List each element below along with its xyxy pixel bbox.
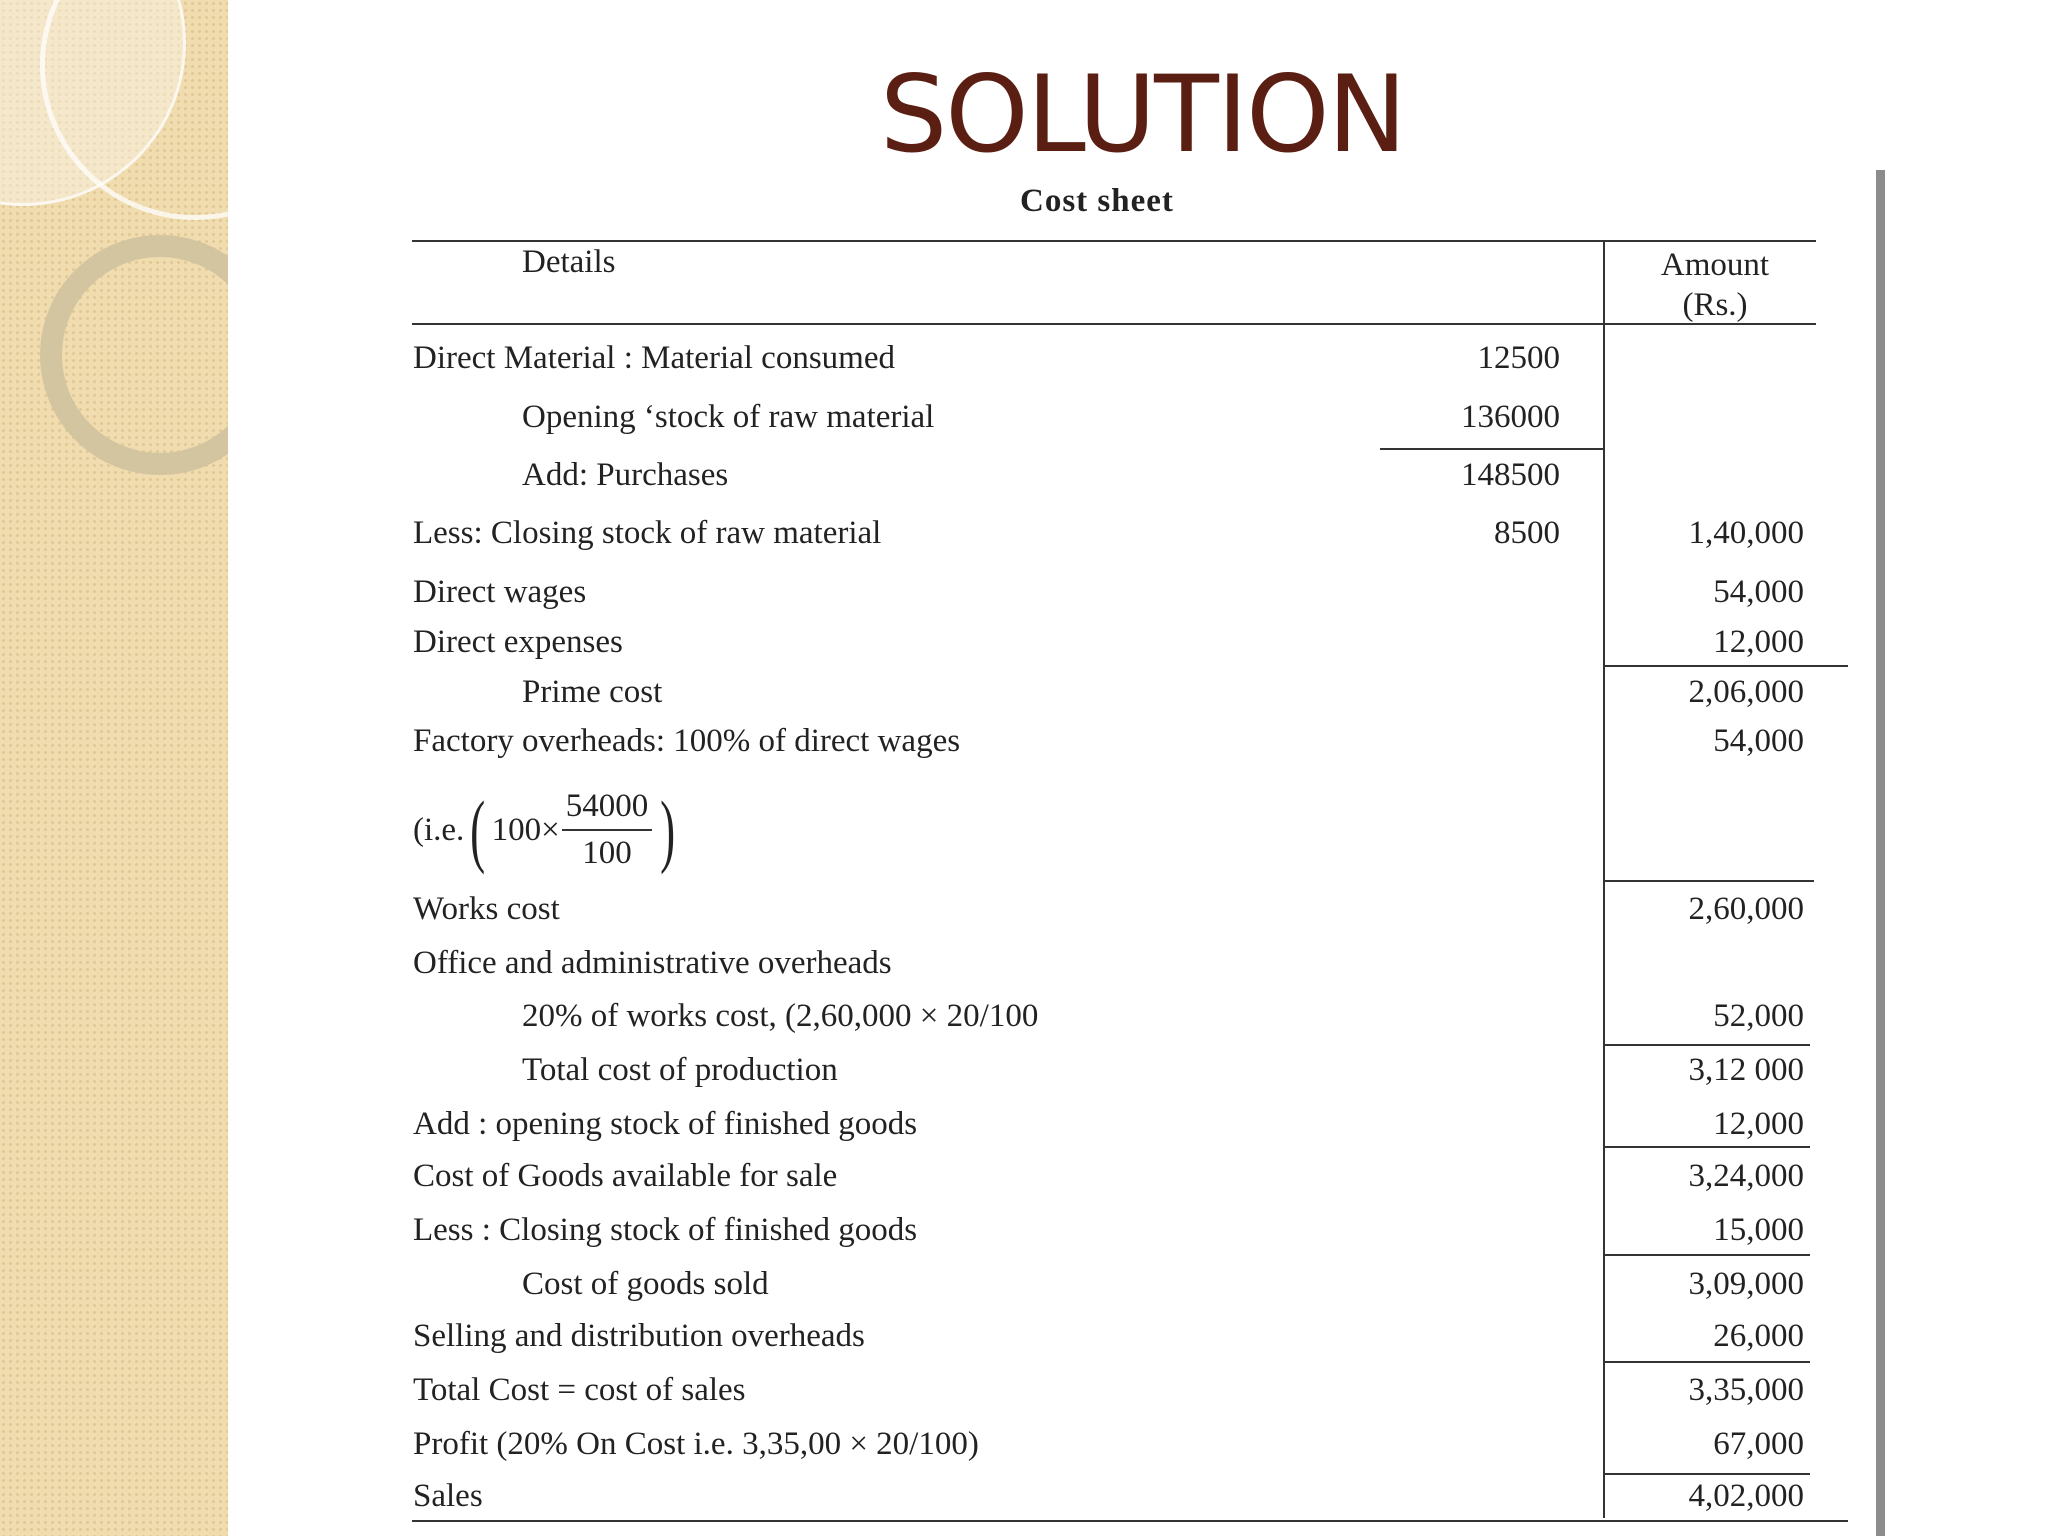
subtotal-rule xyxy=(1380,448,1604,450)
row-label: Factory overheads: 100% of direct wages xyxy=(413,723,961,759)
formula-multiplier: 100× xyxy=(491,811,560,848)
amount-header-unit: (Rs.) xyxy=(1682,286,1748,323)
row-label: Profit (20% On Cost i.e. 3,35,00 × 20/100) xyxy=(413,1426,979,1462)
column-header-details: Details xyxy=(522,244,616,280)
row-amount: 2,60,000 xyxy=(1688,891,1804,927)
row-amount: 52,000 xyxy=(1713,998,1804,1034)
row-amount: 67,000 xyxy=(1713,1426,1804,1462)
row-amount: 26,000 xyxy=(1713,1318,1804,1354)
row-amount: 2,06,000 xyxy=(1688,674,1804,710)
row-label: Works cost xyxy=(413,891,560,927)
row-mid-value: 136000 xyxy=(1461,399,1560,435)
header-bottom-rule xyxy=(412,323,1816,325)
row-label: Direct Material : Material consumed xyxy=(413,340,895,376)
row-label: Less : Closing stock of finished goods xyxy=(413,1212,918,1248)
row-label: Total cost of production xyxy=(522,1052,838,1088)
row-amount: 3,35,000 xyxy=(1688,1372,1804,1408)
fraction-denominator: 100 xyxy=(582,835,632,871)
row-label: Cost of Goods available for sale xyxy=(413,1158,838,1194)
row-label: Direct wages xyxy=(413,574,587,610)
row-label: Office and administrative overheads xyxy=(413,945,892,981)
subtotal-rule xyxy=(1604,665,1848,667)
slide-edge-divider xyxy=(1876,170,1885,1536)
subtotal-rule xyxy=(1604,1044,1810,1046)
row-amount: 1,40,000 xyxy=(1688,515,1804,551)
decorative-side-strip xyxy=(0,0,228,1536)
column-header-amount xyxy=(1615,246,1815,325)
row-label: 20% of works cost, (2,60,000 × 20/100 xyxy=(522,998,1039,1034)
amount-column-divider xyxy=(1603,240,1605,1518)
row-amount: 3,12 000 xyxy=(1688,1052,1804,1088)
table-top-rule xyxy=(412,240,1816,242)
row-label: Direct expenses xyxy=(413,624,623,660)
formula-expression xyxy=(413,780,682,880)
row-label: Selling and distribution overheads xyxy=(413,1318,865,1354)
table-title: Cost sheet xyxy=(1020,183,1174,219)
row-amount: 3,09,000 xyxy=(1688,1266,1804,1302)
row-label: Add : opening stock of finished goods xyxy=(413,1106,918,1142)
slide-title: SOLUTION xyxy=(880,53,1405,176)
subtotal-rule xyxy=(1604,1254,1810,1256)
row-amount: 4,02,000 xyxy=(1688,1478,1804,1514)
row-label: Total Cost = cost of sales xyxy=(413,1372,746,1408)
row-amount: 12,000 xyxy=(1713,624,1804,660)
row-mid-value: 8500 xyxy=(1494,515,1560,551)
row-mid-value: 12500 xyxy=(1477,340,1560,376)
right-parenthesis: ) xyxy=(660,784,676,875)
row-amount: 15,000 xyxy=(1713,1212,1804,1248)
row-label: Sales xyxy=(413,1478,483,1514)
left-parenthesis: ( xyxy=(470,784,486,875)
decorative-ring xyxy=(40,235,228,475)
subtotal-rule xyxy=(1604,880,1814,882)
row-label: Add: Purchases xyxy=(522,457,729,493)
formula-fraction xyxy=(562,788,653,872)
row-amount: 3,24,000 xyxy=(1688,1158,1804,1194)
fraction-numerator: 54000 xyxy=(562,788,653,831)
subtotal-rule xyxy=(1604,1146,1810,1148)
amount-header-line: Amount xyxy=(1660,247,1770,283)
subtotal-rule xyxy=(1604,1473,1810,1475)
table-bottom-rule xyxy=(412,1520,1848,1522)
row-label: Less: Closing stock of raw material xyxy=(413,515,882,551)
row-mid-value: 148500 xyxy=(1461,457,1560,493)
row-label: Prime cost xyxy=(522,674,663,710)
row-amount: 54,000 xyxy=(1713,574,1804,610)
row-label: Opening ‘stock of raw material xyxy=(522,399,935,435)
subtotal-rule xyxy=(1604,1361,1810,1363)
formula-prefix: (i.e. xyxy=(413,811,465,848)
row-amount: 54,000 xyxy=(1713,723,1804,759)
row-label: Cost of goods sold xyxy=(522,1266,769,1302)
row-amount: 12,000 xyxy=(1713,1106,1804,1142)
